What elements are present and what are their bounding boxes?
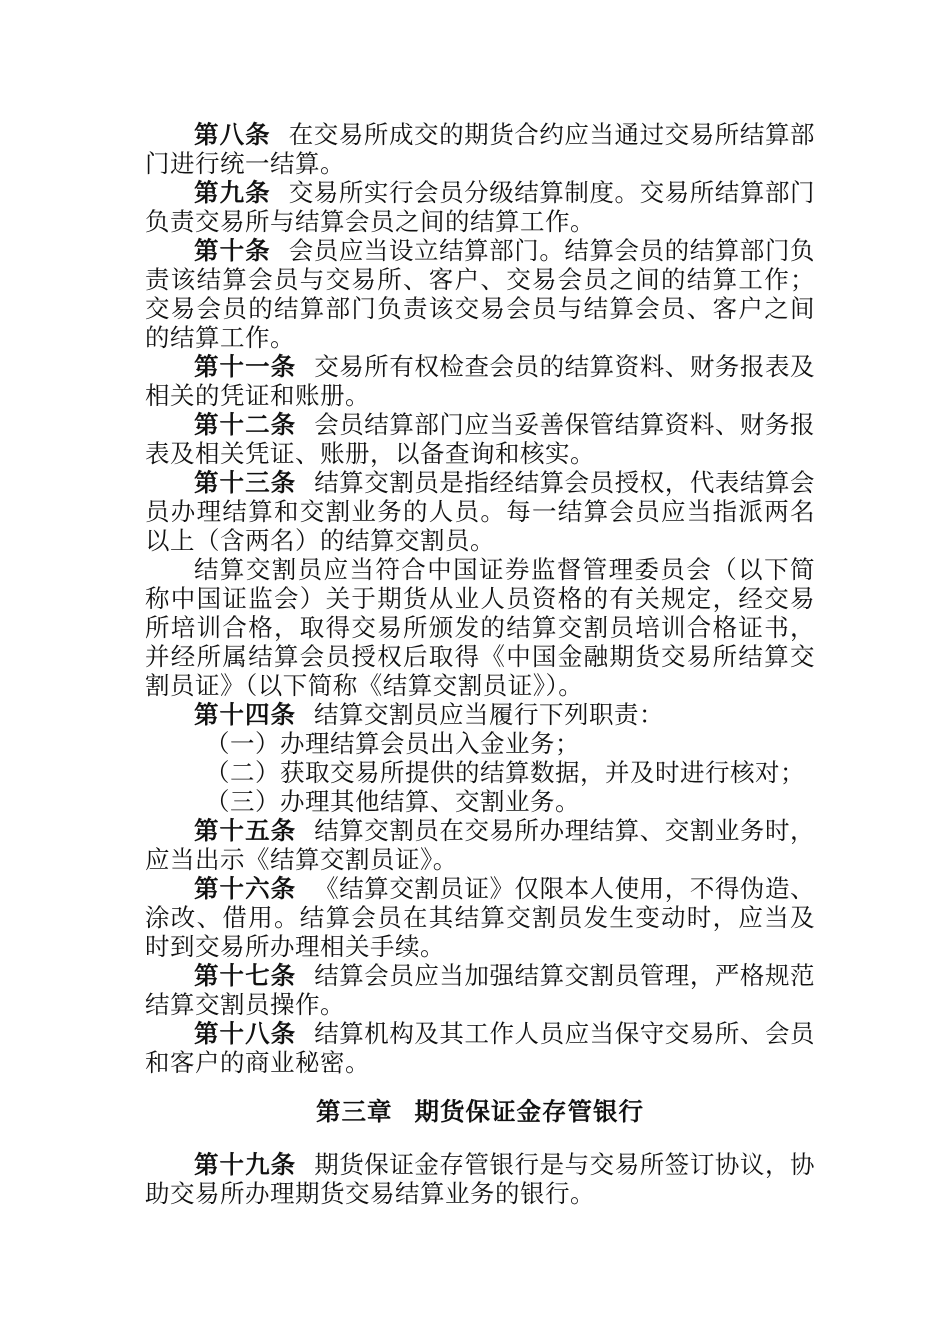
article-text: 结算交割员在交易所办理结算、交割业务时，应当出示《结算交割员证》。 — [145, 816, 816, 874]
article-16 — [145, 874, 815, 961]
article-12 — [145, 410, 815, 468]
article-label: 第十三条 — [194, 468, 297, 497]
article-text: 《结算交割员证》仅限本人使用，不得伪造、涂改、借用。结算会员在其结算交割员发生变动时，应当及时到交易所办理相关手续。 — [145, 874, 816, 961]
article-text: 期货保证金存管银行是与交易所签订协议，协助交易所办理期货交易结算业务的银行。 — [145, 1150, 816, 1208]
article-label: 第十条 — [194, 236, 271, 265]
article-label: 第十八条 — [194, 1019, 297, 1048]
article-13 — [145, 468, 815, 555]
article-text: 结算交割员是指经结算会员授权，代表结算会员办理结算和交割业务的人员。每一结算会员应当指派两名以上（含两名）的结算交割员。 — [145, 468, 816, 555]
article-18 — [145, 1019, 815, 1077]
chapter-heading — [145, 1097, 815, 1126]
article-text: 交易所有权检查会员的结算资料、财务报表及相关的凭证和账册。 — [145, 352, 816, 410]
article-text: 结算机构及其工作人员应当保守交易所、会员和客户的商业秘密。 — [145, 1019, 816, 1077]
article-13-paragraph-2 — [145, 555, 815, 700]
article-17 — [145, 961, 815, 1019]
article-text: 会员应当设立结算部门。结算会员的结算部门负责该结算会员与交易所、客户、交易会员之间的结算工作；交易会员的结算部门负责该交易会员与结算会员、客户之间的结算工作。 — [145, 236, 816, 352]
article-label: 第十五条 — [194, 816, 297, 845]
article-9 — [145, 178, 815, 236]
article-text: 结算会员应当加强结算交割员管理，严格规范结算交割员操作。 — [145, 961, 816, 1019]
article-14 — [145, 700, 815, 729]
article-label: 第八条 — [194, 120, 271, 149]
article-8 — [145, 120, 815, 178]
article-text: 结算交割员应当符合中国证券监督管理委员会（以下简称中国证监会）关于期货从业人员资格的有关规定，经交易所培训合格，取得交易所颁发的结算交割员培训合格证书，并经所属结算会员授权后取得《中国金融期货交易所结算交割员证》（以下简称《结算交割员证》）。 — [145, 555, 815, 700]
chapter-number: 第三章 — [316, 1097, 393, 1126]
article-15 — [145, 816, 815, 874]
article-text: 在交易所成交的期货合约应当通过交易所结算部门进行统一结算。 — [145, 120, 816, 178]
duty-item: （一）办理结算会员出入金业务； — [205, 729, 580, 758]
article-text: 会员结算部门应当妥善保管结算资料、财务报表及相关凭证、账册，以备查询和核实。 — [145, 410, 816, 468]
document-page — [145, 120, 815, 1208]
article-19 — [145, 1150, 815, 1208]
article-11 — [145, 352, 815, 410]
article-label: 第十二条 — [194, 410, 297, 439]
article-label: 第十四条 — [194, 700, 296, 729]
duty-item: （三）办理其他结算、交割业务。 — [205, 787, 580, 816]
duty-item: （二）获取交易所提供的结算数据，并及时进行核对； — [205, 758, 805, 787]
article-label: 第十七条 — [194, 961, 297, 990]
chapter-title: 期货保证金存管银行 — [414, 1097, 644, 1126]
article-text: 交易所实行会员分级结算制度。交易所结算部门负责交易所与结算会员之间的结算工作。 — [145, 178, 816, 236]
article-label: 第十六条 — [194, 874, 297, 903]
article-label: 第十九条 — [194, 1150, 297, 1179]
article-label: 第十一条 — [194, 352, 297, 381]
article-label: 第九条 — [194, 178, 271, 207]
article-text: 结算交割员应当履行下列职责： — [314, 700, 664, 729]
article-10 — [145, 236, 815, 352]
